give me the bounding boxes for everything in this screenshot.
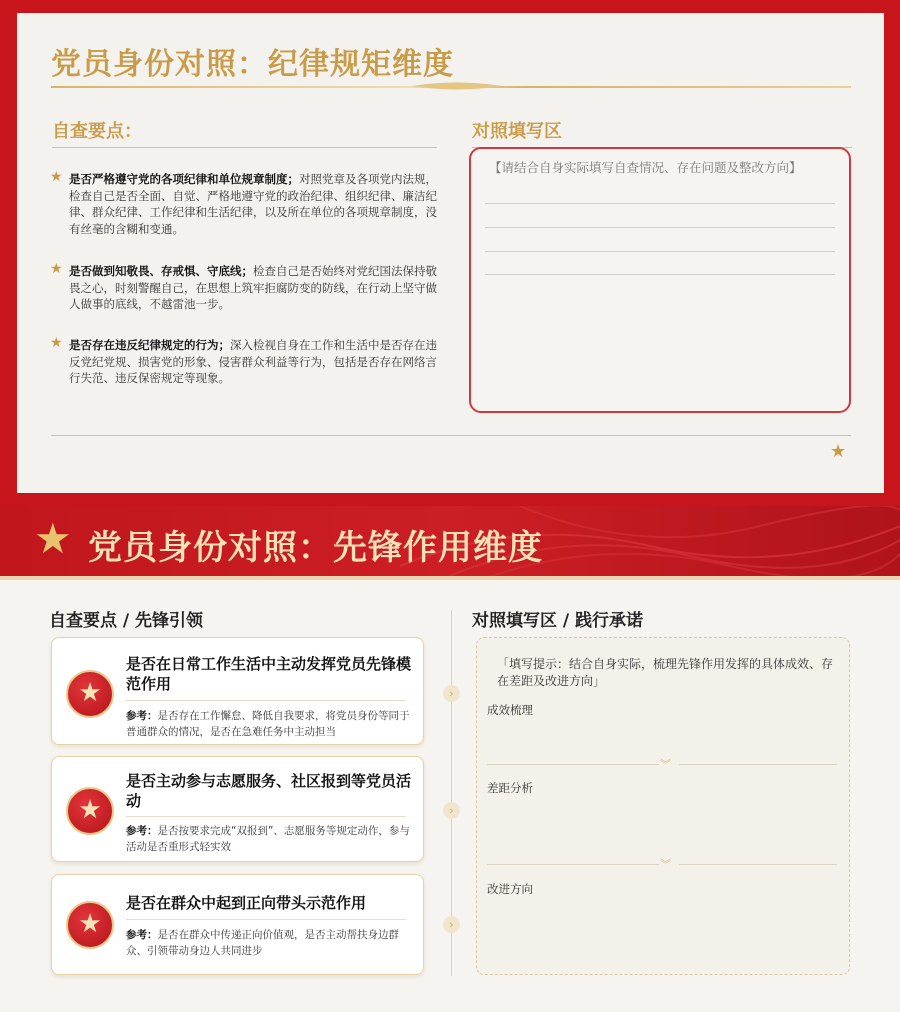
discipline-card [17, 13, 884, 493]
vanguard-banner [0, 506, 900, 580]
self-check-heading: 自查要点： [52, 121, 142, 142]
fill-area-heading: 对照填写区 [472, 121, 562, 142]
discipline-fill-box[interactable] [469, 147, 851, 413]
star-icon: ★ [50, 261, 63, 277]
chevron-right-icon: › [443, 916, 460, 933]
vanguard-fill-heading: 对照填写区 / 践行承诺 [472, 611, 644, 631]
check-item-bold: 是否存在违反纪律规定的行为； [69, 338, 230, 352]
subsection-separator [487, 864, 659, 865]
star-icon: ★ [50, 335, 63, 351]
banner-bottom-rule [0, 576, 900, 580]
fill-line [485, 203, 835, 204]
check-item [69, 337, 439, 387]
card-separator [126, 700, 406, 701]
card-title: 是否主动参与志愿服务、社区报到等党员活动 [126, 772, 412, 810]
chevron-right-icon: › [443, 685, 460, 702]
reference-label: 参考： [126, 710, 158, 722]
vanguard-card [51, 756, 424, 862]
reference-text: 是否存在工作懈怠、降低自我要求，将党员身份等同于普通群众的情况，是否在急难任务中主动担当 [126, 710, 410, 738]
star-icon: ★ [78, 795, 102, 825]
check-item-bold: 是否做到知敬畏、存戒惧、守底线； [69, 264, 253, 278]
check-item-text: 检查自己是否始终对党纪国法保持敬畏之心，时刻警醒自己，在思想上筑牢拒腐防变的防线，在行动上坚守做人做事的底线，不越雷池一步。 [69, 264, 437, 311]
subsection-separator [487, 764, 659, 765]
vanguard-card [51, 874, 424, 975]
card-reference [126, 708, 416, 740]
reference-label: 参考： [126, 825, 158, 837]
star-icon: ★ [78, 909, 102, 939]
subsection-improvement: 改进方向 [487, 882, 533, 896]
card-reference [126, 927, 416, 959]
card-title: 是否在群众中起到正向带头示范作用 [126, 894, 367, 912]
vanguard-check-heading: 自查要点 / 先锋引领 [49, 611, 204, 631]
vanguard-fill-box[interactable] [476, 637, 850, 975]
party-badge [66, 901, 114, 949]
title-ornament [412, 81, 502, 91]
card-reference [126, 823, 416, 855]
check-item [69, 263, 439, 313]
subsection-separator [679, 764, 837, 765]
fill-line [485, 274, 835, 275]
chevron-double-down-icon: ︾ [660, 858, 668, 871]
reference-text: 是否按要求完成“双报到”、志愿服务等规定动作，参与活动是否重形式轻实效 [126, 825, 410, 853]
banner-title: 党员身份对照：先锋作用维度 [88, 528, 543, 568]
fill-hint: 「填写提示：结合自身实际，梳理先锋作用发挥的具体成效、存在差距及改进方向」 [497, 657, 834, 688]
page-title: 党员身份对照：纪律规矩维度 [51, 47, 454, 82]
chevron-double-down-icon: ︾ [660, 758, 668, 771]
star-icon: ★ [50, 169, 63, 185]
party-badge [66, 670, 114, 718]
reference-text: 是否在群众中传递正向价值观，是否主动帮扶身边群众、引领带动身边人共同进步 [126, 929, 399, 957]
fill-line [485, 251, 835, 252]
chevron-right-icon: › [443, 802, 460, 819]
check-item-text: 深入检视自身在工作和生活中是否存在违反党纪党规、损害党的形象、侵害群众利益等行为，包括是否存在网络言行失范、违反保密规定等现象。 [69, 338, 437, 385]
reference-label: 参考： [126, 929, 158, 941]
self-check-underline [52, 147, 437, 148]
subsection-separator [679, 864, 837, 865]
star-icon: ★ [34, 514, 72, 563]
check-item-text: 对照党章及各项党内法规，检查自己是否全面、自觉、严格地遵守党的政治纪律、组织纪律、廉洁纪律、群众纪律、工作纪律和生活纪律，以及所在单位的各项规章制度，没有丝毫的含糊和变通。 [69, 172, 437, 236]
subsection-gap-analysis: 差距分析 [487, 781, 533, 795]
star-icon: ★ [830, 441, 847, 462]
card-separator [126, 816, 406, 817]
vanguard-card [51, 637, 424, 745]
check-item-bold: 是否严格遵守党的各项纪律和单位规章制度； [69, 172, 299, 186]
subsection-achievements: 成效梳理 [487, 703, 533, 717]
card-separator [126, 919, 406, 920]
card-title: 是否在日常工作生活中主动发挥党员先锋模范作用 [126, 655, 412, 693]
fill-hint: 【请结合自身实际填写自查情况、存在问题及整改方向】 [489, 160, 802, 175]
fill-line [485, 227, 835, 228]
check-item [69, 171, 439, 237]
party-badge [66, 787, 114, 835]
star-icon: ★ [78, 678, 102, 708]
bottom-rule [51, 435, 851, 436]
